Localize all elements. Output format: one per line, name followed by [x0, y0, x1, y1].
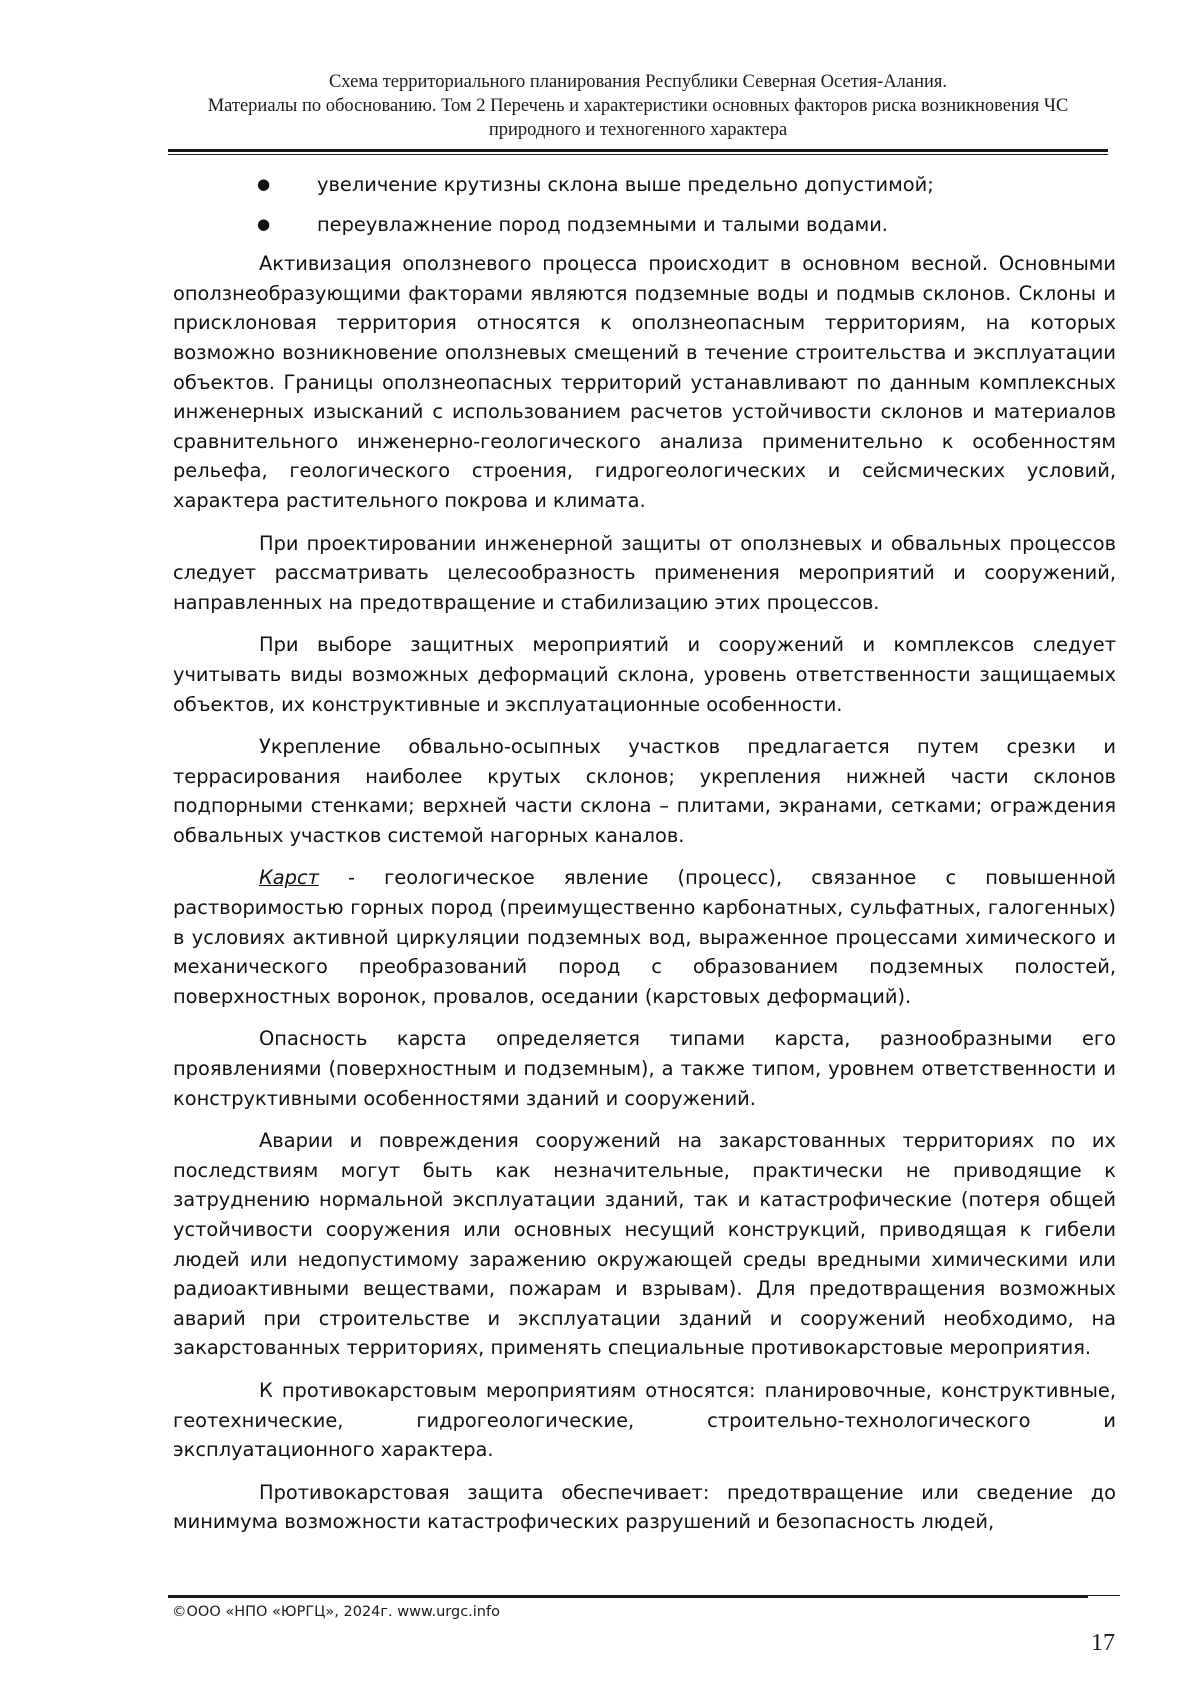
footer-rule-end [1088, 1595, 1120, 1596]
paragraph-karst-hazard: Опасность карста определяется типами карста, разнообразными его проявлениями (поверхностным и подземным), а также типом, уровнем ответственности и конструктивными особенностями зданий и сооружений. [173, 1027, 1116, 1110]
header-line-1: Схема территориального планирования Республики Северная Осетия-Алания. [328, 72, 948, 92]
term-karst: Карст [259, 866, 319, 890]
bullet-item [173, 170, 1116, 200]
karst-definition-text: - геологическое явление (процесс), связанное с повышенной растворимостью горных пород (преимущественно карбонатных, сульфатных, галогенных) в условиях активной циркуляции подземных вод, выраженное процессами химического и механического преобразований пород с образованием подземных полостей, поверхностных воронок, провалов, оседании (карстовых деформаций). [173, 866, 1116, 1008]
paragraph-engineering-protection: При проектировании инженерной защиты от оползневых и обвальных процессов следует рассматривать целесообразность применения мероприятий и сооружений, направленных на предотвращение и стабилизацию этих процессов. [173, 531, 1116, 614]
header-line-2: Материалы по обоснованию. Том 2 Перечень и характеристики основных факторов риска возникновения ЧС [207, 96, 1069, 116]
header-rule-thick [168, 149, 1108, 152]
bullet-text: увеличение крутизны склона выше предельно допустимой; [317, 173, 934, 196]
document-body [173, 170, 1116, 1550]
paragraph-slope-reinforcement: Укрепление обвально-осыпных участков предлагается путем срезки и террасирования наиболее крутых склонов; укрепления нижней части склонов подпорными стенками; верхней части склона – плитами, экранами, сетками; ограждения обвальных участков системой нагорных каналов. [173, 735, 1116, 847]
bullet-dot-icon: ● [257, 214, 271, 233]
page-header [168, 70, 1108, 142]
header-line-3: природного и техногенного характера [488, 120, 788, 140]
page-number: 17 [1091, 1630, 1115, 1656]
bullet-item [173, 210, 1116, 240]
paragraph-protective-measures: При выборе защитных мероприятий и сооружений и комплексов следует учитывать виды возможных деформаций склона, уровень ответственности защищаемых объектов, их конструктивные и эксплуатационные особенности. [173, 633, 1116, 716]
bullet-text: переувлажнение пород подземными и талыми водами. [317, 212, 888, 236]
paragraph-accidents: Аварии и повреждения сооружений на закарстованных территориях по их последствиям могут быть как незначительные, практически не приводящие к затруднению нормальной эксплуатации зданий, так и катастрофические (потеря общей устойчивости сооружения или основных несущий конструкций, приводящая к гибели людей или недопустимому заражению окружающей среды вредными химическими или радиоактивными веществами, пожарам и взрывам). Для предотвращения возможных аварий при строительстве и эксплуатации зданий и сооружений необходимо, на закарстованных территориях, применять специальные противокарстовые мероприятия. [173, 1129, 1116, 1360]
paragraph-landslide-activation: Активизация оползневого процесса происходит в основном весной. Основными оползнеобразующими факторами являются подземные воды и подмыв склонов. Склоны и присклоновая территория относятся к оползнеопасным территориям, на которых возможно возникновение оползневых смещений в течение строительства и эксплуатации объектов. Границы оползнеопасных территорий устанавливают по данным комплексных инженерных изысканий с использованием расчетов устойчивости склонов и материалов сравнительного инженерно-геологического анализа применительно к особенностям рельефа, геологического строения, гидрогеологических и сейсмических условий, характера растительного покрова и климата. [173, 252, 1116, 512]
paragraph-karst-definition [173, 863, 1116, 1011]
footer-copyright: ©ООО «НПО «ЮРГЦ», 2024г. www.urgc.info [172, 1604, 500, 1620]
header-rule-thin [168, 154, 1108, 155]
paragraph-anti-karst-measures: К противокарстовым мероприятиям относятся: планировочные, конструктивные, геотехнические, гидрогеологические, строительно-технологического и эксплуатационного характера. [173, 1378, 1116, 1462]
paragraph-anti-karst-protection: Противокарстовая защита обеспечивает: предотвращение или сведение до минимума возможности катастрофических разрушений и безопасность людей, [173, 1480, 1116, 1534]
bullet-dot-icon: ● [257, 175, 271, 193]
footer-rule [168, 1595, 1088, 1598]
